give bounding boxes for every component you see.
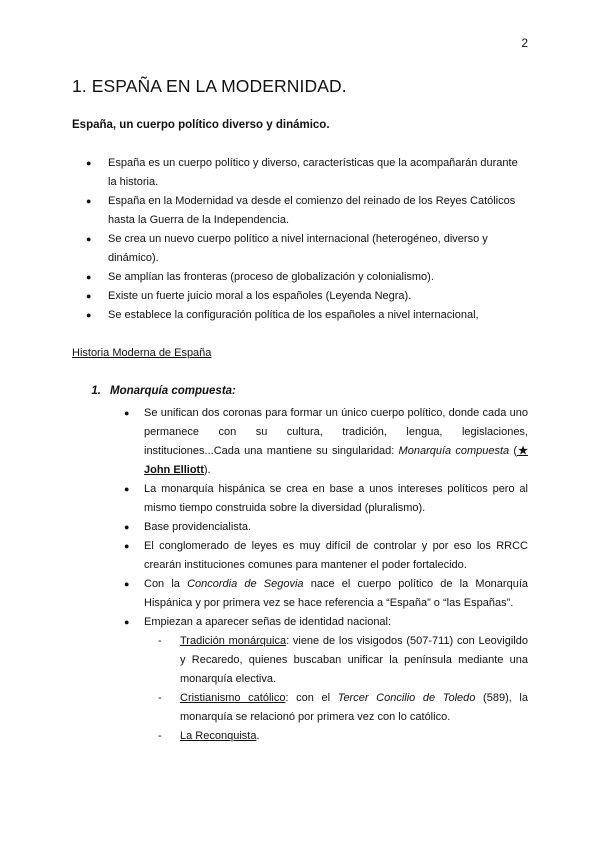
item-title: Monarquía compuesta: [110, 385, 236, 397]
paren-open: ( [509, 445, 517, 457]
item-number: 1. [91, 385, 101, 397]
sub-list [144, 632, 528, 746]
list-item: ● Se crea un nuevo cuerpo político a nivel internacional (heterogéneo, diverso y dinámico). [72, 230, 528, 268]
list-item [72, 613, 528, 746]
section-heading: Historia Moderna de España [72, 347, 212, 359]
list-item: ● Existe un fuerte juicio moral a los españoles (Leyenda Negra). [72, 287, 528, 306]
list-item: ● Base providencialista. [72, 518, 528, 537]
bullet-text: Se unifican dos coronas para formar un único cuerpo político, donde cada uno permanece con su cultura, tradición, lengua, legislaciones, instituciones...Cada una mantiene su singularidad: [144, 407, 528, 457]
list-item: ● Se amplían las fronteras (proceso de globalización y colonialismo). [72, 268, 528, 287]
italic-term: Tercer Concilio de Toledo [337, 692, 476, 704]
sub-item-text: . [256, 730, 260, 742]
item-heading [72, 385, 236, 397]
list-item: ● España en la Modernidad va desde el comienzo del reinado de los Reyes Católicos hasta la Guerra de la Independencia. [72, 192, 528, 230]
list-item [72, 575, 528, 613]
page-number: 2 [521, 36, 528, 50]
sub-item-text: : con el [285, 692, 338, 704]
paren-close: ). [203, 464, 211, 476]
sub-list-item [144, 632, 528, 689]
sub-item-text: : viene de los visigodos (507-711) con Leovigildo y Recaredo, quienes buscaban unificar la península mediante una monarquía electiva. [180, 635, 528, 685]
sub-item-label: Cristianismo católico [180, 692, 286, 704]
sub-item-label: Tradición monárquica [180, 635, 287, 647]
italic-term: Concordia de Segovia [187, 578, 304, 590]
sub-list-item [144, 727, 528, 746]
item-bullet-list [72, 404, 528, 746]
subtitle: España, un cuerpo político diverso y dinámico. [72, 119, 330, 131]
bullet-text: nace el cuerpo político de la Monarquía Hispánica y por primera vez se hace referencia a “España” o “las Españas”. [144, 578, 528, 609]
list-item: ● España es un cuerpo político y diverso, características que la acompañarán durante la historia. [72, 154, 528, 192]
list-item: ● Se establece la configuración política de los españoles a nivel internacional, [72, 306, 528, 325]
sub-item-text: (589), la monarquía se relacionó por primera vez con lo católico. [180, 692, 528, 723]
page-title: 1. ESPAÑA EN LA MODERNIDAD. [72, 76, 347, 96]
intro-bullet-list [72, 154, 528, 325]
list-item [72, 404, 528, 480]
author-name: John Elliott [144, 464, 204, 476]
bullet-text: Con la [144, 578, 188, 590]
sub-list-item [144, 689, 528, 727]
sub-item-label: La Reconquista [180, 730, 257, 742]
italic-term: Monarquía compuesta [398, 445, 510, 457]
bullet-text: Empiezan a aparecer señas de identidad nacional: [144, 616, 392, 628]
list-item: ● El conglomerado de leyes es muy difícil de controlar y por eso los RRCC crearán instituciones comunes para mantener el poder fortalecido. [72, 537, 528, 575]
star-icon: ★ [517, 445, 528, 457]
list-item: ● La monarquía hispánica se crea en base a unos intereses políticos pero al mismo tiempo construida sobre la diversidad (pluralismo). [72, 480, 528, 518]
